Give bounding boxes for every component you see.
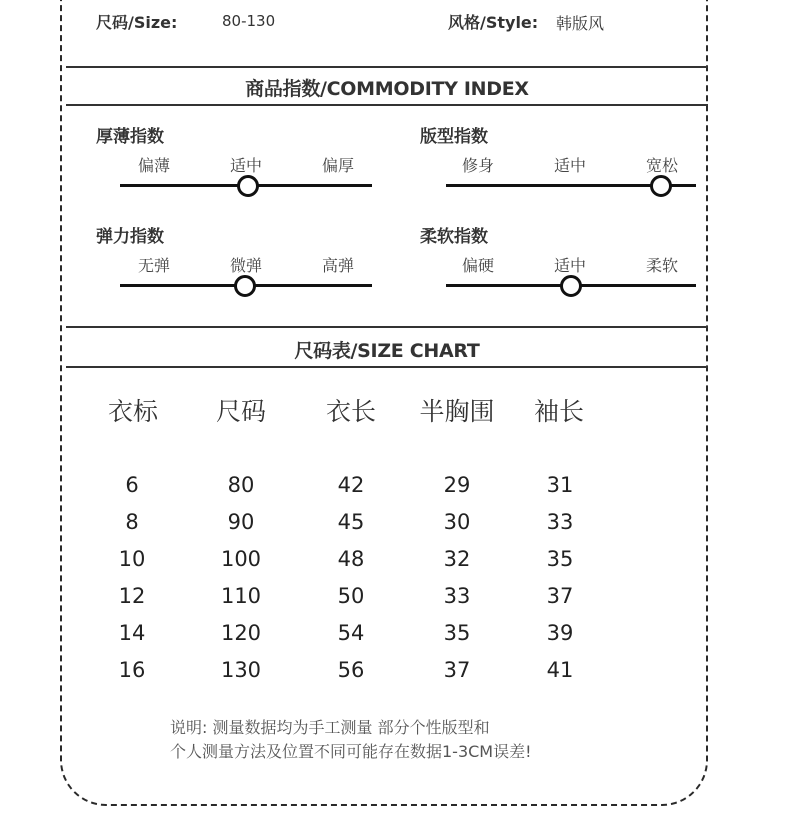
thickness-index-title: 厚薄指数 [96, 127, 164, 147]
table-cell: 12 [118, 584, 146, 608]
table-cell: 30 [443, 510, 471, 534]
table-cell: 33 [546, 510, 574, 534]
table-cell: 37 [443, 658, 471, 682]
softness-label-soft: 柔软 [645, 256, 678, 275]
table-cell: 41 [546, 658, 574, 682]
header-size: 尺码 [215, 397, 266, 426]
size-label: 尺码/Size: [96, 13, 178, 32]
style-label: 风格/Style: [448, 13, 539, 32]
fit-slider-knob [650, 175, 672, 197]
fit-label-loose: 宽松 [645, 156, 678, 175]
table-cell: 80 [227, 473, 255, 497]
note-line-2: 个人测量方法及位置不同可能存在数据1-3CM误差! [170, 742, 532, 761]
elasticity-label-slight: 微弹 [229, 256, 262, 275]
table-cell: 100 [220, 547, 262, 571]
table-cell: 50 [337, 584, 365, 608]
note-line-1: 说明: 测量数据均为手工测量 部分个性版型和 [170, 718, 490, 737]
softness-label-hard: 偏硬 [461, 256, 494, 275]
table-cell: 35 [546, 547, 574, 571]
table-cell: 33 [443, 584, 471, 608]
table-cell: 6 [125, 473, 139, 497]
table-cell: 8 [125, 510, 139, 534]
thickness-slider-knob [237, 175, 259, 197]
fit-index-title: 版型指数 [420, 127, 488, 147]
table-cell: 35 [443, 621, 471, 645]
thickness-label-thin: 偏薄 [137, 156, 170, 175]
divider [66, 104, 708, 106]
table-cell: 48 [337, 547, 365, 571]
softness-slider-knob [560, 275, 582, 297]
table-cell: 110 [220, 584, 262, 608]
softness-label-medium: 适中 [553, 256, 586, 275]
table-cell: 54 [337, 621, 365, 645]
header-length: 衣长 [325, 397, 376, 426]
table-cell: 56 [337, 658, 365, 682]
elasticity-label-high: 高弹 [321, 256, 354, 275]
elasticity-index-title: 弹力指数 [96, 227, 164, 247]
thickness-label-medium: 适中 [229, 156, 262, 175]
table-cell: 32 [443, 547, 471, 571]
table-cell: 10 [118, 547, 146, 571]
header-sleeve: 袖长 [533, 397, 584, 426]
size-chart-title: 尺码表/SIZE CHART [294, 340, 480, 362]
style-value: 韩版风 [556, 14, 605, 33]
fit-label-regular: 适中 [553, 156, 586, 175]
divider [66, 366, 708, 368]
divider [66, 326, 708, 328]
fit-label-slim: 修身 [461, 156, 494, 175]
commodity-index-title: 商品指数/COMMODITY INDEX [245, 78, 529, 100]
table-cell: 45 [337, 510, 365, 534]
table-cell: 31 [546, 473, 574, 497]
table-cell: 39 [546, 621, 574, 645]
table-cell: 120 [220, 621, 262, 645]
table-cell: 42 [337, 473, 365, 497]
header-tag: 衣标 [107, 397, 158, 426]
thickness-label-thick: 偏厚 [321, 156, 354, 175]
size-value: 80-130 [222, 12, 276, 30]
table-cell: 90 [227, 510, 255, 534]
table-cell: 130 [220, 658, 262, 682]
table-cell: 29 [443, 473, 471, 497]
table-cell: 16 [118, 658, 146, 682]
header-half-chest: 半胸围 [419, 397, 495, 426]
table-cell: 14 [118, 621, 146, 645]
elasticity-slider-knob [234, 275, 256, 297]
elasticity-label-none: 无弹 [137, 256, 170, 275]
divider [66, 66, 708, 68]
table-cell: 37 [546, 584, 574, 608]
softness-index-title: 柔软指数 [420, 227, 488, 247]
